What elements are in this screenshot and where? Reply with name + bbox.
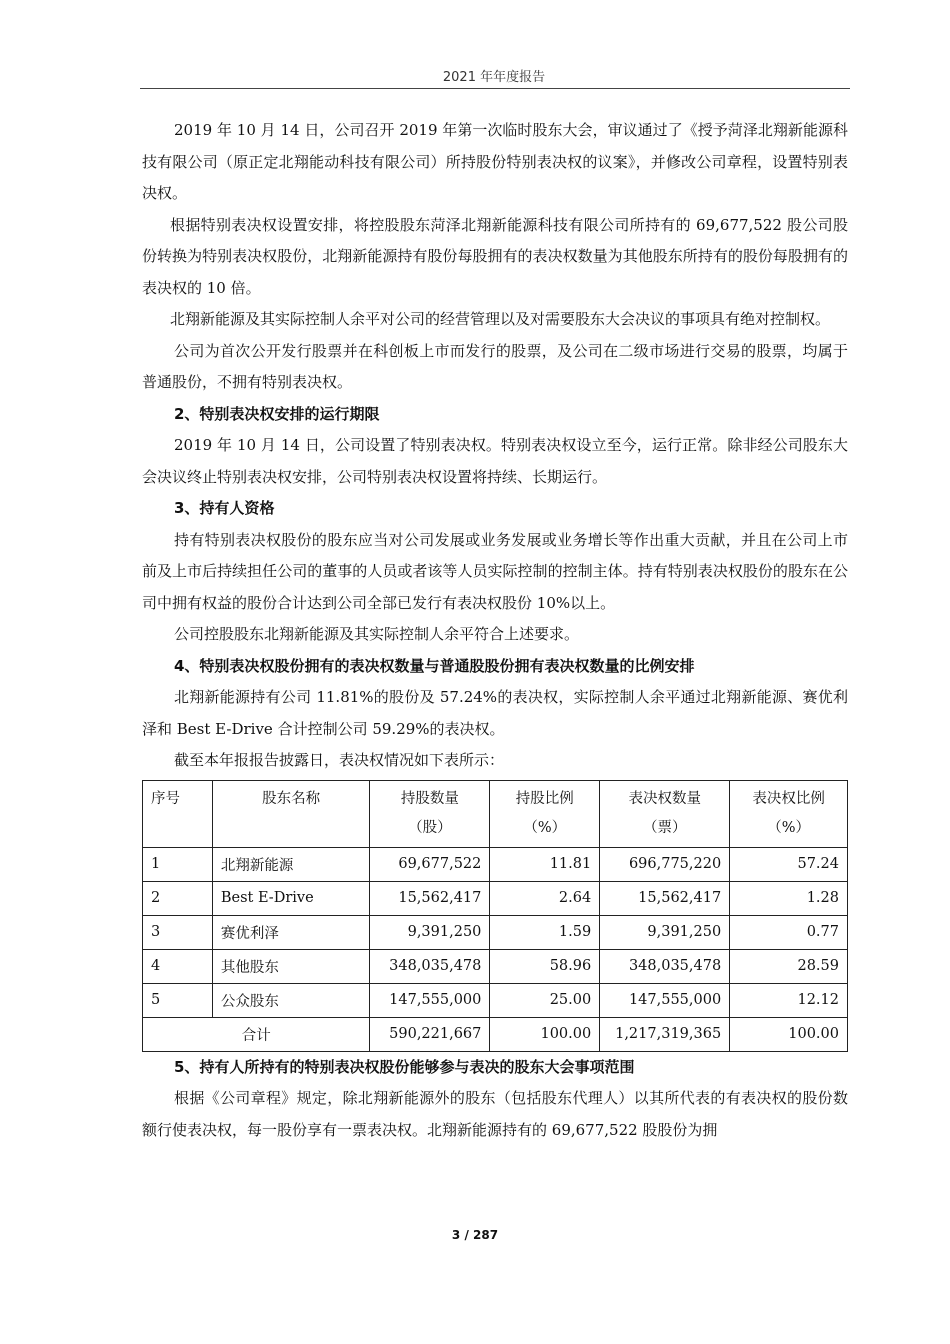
table-row [143,949,848,983]
cell-name: 其他股东 [212,949,370,983]
section-5-text: 根据《公司章程》规定，除北翔新能源外的股东（包括股东代理人）以其所代表的有表决权的股份数额行使表决权，每一股份享有一票表决权。北翔新能源持有的 69,677,522 股股份为拥 [142,1089,848,1139]
section-3-text: 持有特别表决权股份的股东应当对公司发展或业务发展或业务增长等作出重大贡献，并且在公司上市前及上市后持续担任公司的董事的人员或者该等人员实际控制的控制主体。持有特别表决权股份的股东在公司中拥有权益的股份合计达到公司全部已发行有表决权股份 10%以上。 [142,530,848,612]
cell-name: 北翔新能源 [212,847,370,881]
cell-vote-pct: 12.12 [730,983,848,1017]
cell-index: 3 [143,915,213,949]
cell-name: Best E-Drive [212,881,370,915]
report-header: 2021 年年度报告 [442,70,546,85]
cell-votes: 15,562,417 [600,881,730,915]
header-votes: 表决权数量 （票） [600,780,730,847]
header-divider [140,88,850,89]
cell-share-pct: 58.96 [490,949,600,983]
section-2-heading: 2、特别表决权安排的运行期限 [174,404,380,423]
cell-share-pct: 25.00 [490,983,600,1017]
section-4-table-intro: 截至本年报报告披露日，表决权情况如下表所示： [174,751,505,769]
section-3-conclusion: 公司控股股东北翔新能源及其实际控制人余平符合上述要求。 [174,625,580,643]
paragraph-meeting: 2019 年 10 月 14 日，公司召开 2019 年第一次临时股东大会，审议通过了《授予菏泽北翔新能源科技有限公司（原正定北翔能动科技有限公司）所持股份特别表决权的议案》，并修改公司章程，设置特别表决权。 [142,121,848,202]
table-row [143,915,848,949]
section-3-heading: 3、持有人资格 [174,499,275,517]
table-header-row [143,780,848,847]
voting-rights-table [142,780,848,1052]
table-row [143,881,848,915]
cell-votes: 348,035,478 [600,949,730,983]
header-vote-pct: 表决权比例 （%） [730,780,848,847]
cell-shares: 15,562,417 [370,881,490,915]
header-shares: 持股数量 （股） [370,780,490,847]
cell-index: 2 [143,881,213,915]
section-4-text: 北翔新能源持有公司 11.81%的股份及 57.24%的表决权，实际控制人余平通过北翔新能源、赛优利泽和 Best E-Drive 合计控制公司 59.29%的表决权。 [142,688,848,738]
cell-votes: 696,775,220 [600,847,730,881]
cell-shares: 9,391,250 [370,915,490,949]
cell-shares: 348,035,478 [370,949,490,983]
cell-vote-pct: 0.77 [730,915,848,949]
paragraph-control: 北翔新能源及其实际控制人余平对公司的经营管理以及对需要股东大会决议的事项具有绝对控制权。 [170,310,831,328]
table-row [143,983,848,1017]
section-4-heading: 4、特别表决权股份拥有的表决权数量与普通股股份拥有表决权数量的比例安排 [174,656,695,675]
total-vote-pct: 100.00 [730,1017,848,1051]
table-total-row [143,1017,848,1051]
cell-vote-pct: 1.28 [730,881,848,915]
cell-shares: 69,677,522 [370,847,490,881]
section-5-heading: 5、持有人所持有的特别表决权股份能够参与表决的股东大会事项范围 [174,1057,635,1076]
table-row [143,847,848,881]
header-name: 股东名称 [212,780,370,847]
section-2-text: 2019 年 10 月 14 日，公司设置了特别表决权。特别表决权设立至今，运行正常。除非经公司股东大会决议终止特别表决权安排，公司特别表决权设置将持续、长期运行。 [142,436,848,486]
cell-name: 赛优利泽 [212,915,370,949]
cell-share-pct: 2.64 [490,881,600,915]
total-label: 合计 [143,1017,370,1051]
cell-share-pct: 11.81 [490,847,600,881]
header-index: 序号 [143,780,213,847]
paragraph-conversion: 根据特别表决权设置安排，将控股股东菏泽北翔新能源科技有限公司所持有的 69,677,522 股公司股份转换为特别表决权股份，北翔新能源持有股份每股拥有的表决权数量为其他股东所持有的股份每股拥有的表决权的 10 倍。 [142,215,848,297]
total-shares: 590,221,667 [370,1017,490,1051]
cell-votes: 147,555,000 [600,983,730,1017]
total-votes: 1,217,319,365 [600,1017,730,1051]
cell-index: 5 [143,983,213,1017]
total-share-pct: 100.00 [490,1017,600,1051]
cell-share-pct: 1.59 [490,915,600,949]
cell-shares: 147,555,000 [370,983,490,1017]
cell-votes: 9,391,250 [600,915,730,949]
header-share-pct: 持股比例 （%） [490,780,600,847]
cell-index: 1 [143,847,213,881]
paragraph-ordinary-shares: 公司为首次公开发行股票并在科创板上市而发行的股票，及公司在二级市场进行交易的股票，均属于普通股份，不拥有特别表决权。 [142,341,848,391]
page-content [142,115,848,1146]
cell-index: 4 [143,949,213,983]
cell-name: 公众股东 [212,983,370,1017]
page-number: 3 / 287 [451,1228,499,1242]
cell-vote-pct: 57.24 [730,847,848,881]
cell-vote-pct: 28.59 [730,949,848,983]
